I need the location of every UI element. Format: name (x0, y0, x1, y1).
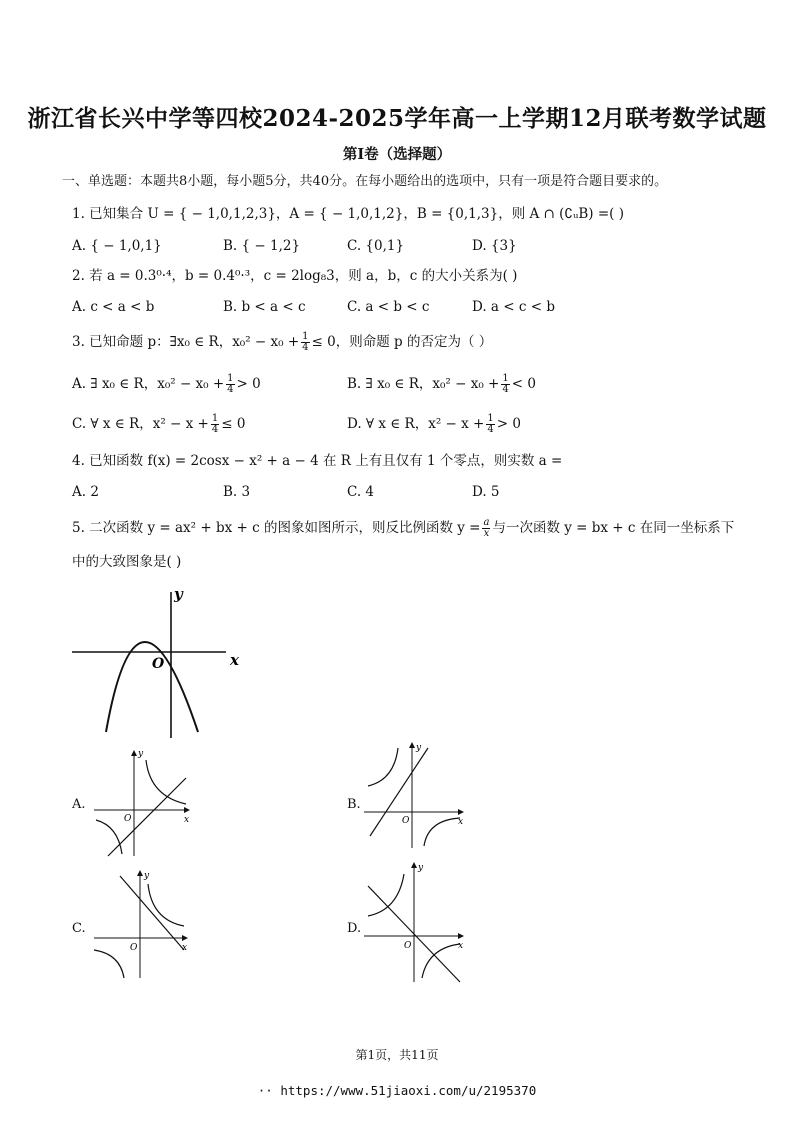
q4-option-b: B. 3 (223, 484, 251, 500)
option-d-graph (362, 860, 472, 985)
page-footer: 第1页，共11页 (355, 1048, 439, 1062)
q2-option-d: D. a < c < b (472, 299, 555, 315)
hyperbola-branch-2 (424, 818, 460, 846)
question-2-stem: 2. 若 a = 0.3⁰·⁴，b = 0.4⁰·³，c = 2log₈3，则 a，b，c 的大小关系为( ) (72, 268, 518, 284)
question-5-stem: 5. 二次函数 y = ax² + bx + c 的图象如图所示，则反比例函数 y = $\frac{a}{x}$ 与一次函数 y = bx + c 在同一坐标系下 (72, 517, 735, 539)
q3-fraction: $\frac{1}{4}$ (302, 331, 309, 353)
q1-option-c: C. {0,1} (347, 238, 405, 254)
q4-option-d: D. 5 (472, 484, 500, 500)
y-axis-label: y (174, 585, 183, 603)
section-subtitle: 第I卷（选择题） (342, 146, 452, 163)
q5-option-d-label: D. (347, 921, 362, 936)
q2-option-b: B. b < a < c (223, 299, 306, 315)
q3-stem-text-end: ≤ 0，则命题 p 的否定为（ ） (311, 334, 493, 350)
svg-text:y: y (138, 749, 144, 759)
q2-option-c: C. a < b < c (347, 299, 430, 315)
hyperbola-branch-1 (368, 748, 398, 786)
option-b-graph (362, 740, 472, 850)
hyperbola-branch-1 (148, 884, 184, 926)
hyperbola-branch-2 (94, 950, 124, 978)
q4-option-a: A. 2 (72, 484, 99, 500)
q3-option-a: A. ∃ x₀ ∈ R，x₀² − x₀ + $\frac{1}{4}$ > 0 (72, 373, 261, 395)
section-instructions: 一、单选题：本题共8小题，每小题5分，共40分。在每小题给出的选项中，只有一项是符合题目要求的。 (62, 174, 668, 189)
option-c-graph (92, 868, 202, 980)
source-watermark-link[interactable]: ·· https://www.51jiaoxi.com/u/2195370 (257, 1083, 537, 1098)
question-1-stem: 1. 已知集合 U = { − 1,0,1,2,3}，A = { − 1,0,1,2}，B = {0,1,3}，则 A ∩ (∁ᵤB) =( ) (72, 206, 624, 222)
q3-option-d: D. ∀ x ∈ R，x² − x + $\frac{1}{4}$ > 0 (347, 413, 521, 435)
q3-option-b: B. ∃ x₀ ∈ R，x₀² − x₀ + $\frac{1}{4}$ < 0 (347, 373, 536, 395)
q5-option-b-label: B. (347, 797, 361, 812)
page-title: 浙江省长兴中学等四校2024-2025学年高一上学期12月联考数学试题 (27, 105, 767, 132)
hyperbola-branch-2 (96, 820, 122, 854)
svg-text:O: O (404, 941, 412, 951)
line-graph (120, 876, 184, 950)
svg-text:x: x (458, 817, 464, 827)
q4-option-c: C. 4 (347, 484, 375, 500)
svg-text:y: y (416, 743, 422, 753)
q5-option-a-label: A. (72, 797, 86, 812)
svg-text:y: y (418, 863, 424, 873)
q1-option-a: A. { − 1,0,1} (72, 238, 162, 254)
question-4-stem: 4. 已知函数 f(x) = 2cosx − x² + a − 4 在 R 上有且仅有 1 个零点，则实数 a = (72, 453, 563, 469)
question-5-stem-line2: 中的大致图象是( ) (72, 554, 182, 570)
svg-text:O: O (402, 816, 410, 826)
svg-text:O: O (130, 943, 138, 953)
origin-label: O (152, 656, 165, 672)
svg-text:x: x (184, 815, 190, 825)
question-3-stem (72, 332, 492, 353)
svg-text:O: O (124, 814, 132, 824)
q2-option-a: A. c < a < b (72, 299, 155, 315)
parabola-figure (68, 582, 248, 740)
q1-option-b: B. { − 1,2} (223, 238, 301, 254)
q1-option-d: D. {3} (472, 238, 517, 254)
hyperbola-branch-1 (368, 874, 404, 916)
line-graph (370, 748, 428, 836)
svg-text:x: x (182, 943, 188, 953)
svg-text:x: x (458, 941, 464, 951)
svg-text:y: y (144, 871, 150, 881)
option-a-graph (92, 748, 202, 858)
q3-option-c: C. ∀ x ∈ R，x² − x + $\frac{1}{4}$ ≤ 0 (72, 413, 246, 435)
q5-option-c-label: C. (72, 921, 86, 936)
q5-fraction: $\frac{a}{x}$ (483, 517, 490, 539)
x-axis-label: x (230, 651, 239, 669)
q3-stem-text: 3. 已知命题 p：∃x₀ ∈ R，x₀² − x₀ + (72, 334, 300, 350)
